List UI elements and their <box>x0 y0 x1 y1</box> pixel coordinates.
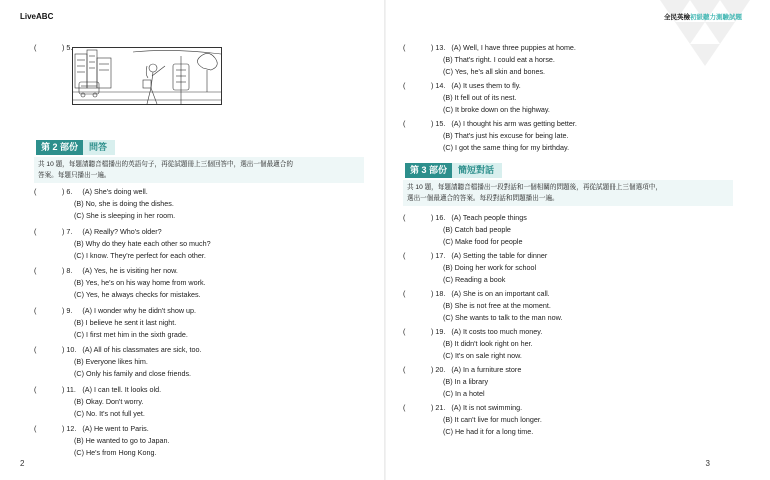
question-number: 16. <box>435 213 446 222</box>
option-c: (C) Yes, he always checks for mistakes. <box>74 290 201 299</box>
option-a: (A) Yes, he is visiting her now. <box>82 266 178 275</box>
option-b: (B) I believe he sent it last night. <box>74 317 177 327</box>
question-item <box>34 423 170 459</box>
answer-paren-open: ( <box>403 289 406 298</box>
answer-blank[interactable] <box>45 305 65 317</box>
question-number: 14. <box>435 81 446 90</box>
page-number: 3 <box>705 459 710 468</box>
question-line <box>34 423 170 435</box>
answer-blank[interactable] <box>414 118 434 130</box>
option-c: (C) He had it for a long time. <box>443 427 534 436</box>
question-line <box>34 344 201 356</box>
option-c: (C) Reading a book <box>443 275 506 284</box>
answer-paren-close: ) <box>62 266 65 275</box>
option-c: (C) Only his family and close friends. <box>74 369 192 378</box>
question-item <box>34 305 196 341</box>
answer-paren-close: ) <box>62 424 65 433</box>
question-line <box>403 288 562 300</box>
question-5 <box>34 42 72 54</box>
option-b: (B) He wanted to go to Japan. <box>74 436 170 445</box>
option-c: (C) Make food for people <box>443 237 523 246</box>
question-item <box>403 402 542 438</box>
answer-paren-close: ) <box>431 289 434 298</box>
question-line <box>34 226 211 238</box>
option-c: (C) He's from Hong Kong. <box>74 448 157 457</box>
question-number: 20. <box>435 365 446 374</box>
question-item <box>34 384 161 420</box>
question-number: 10. <box>66 345 77 354</box>
question-number: 7. <box>66 226 73 236</box>
brand-logo: LiveABC <box>20 12 54 21</box>
question-item <box>403 118 577 154</box>
question-number: 13. <box>435 43 446 52</box>
answer-paren-close: ) <box>62 43 65 52</box>
option-c: (C) She wants to talk to the man now. <box>443 313 563 322</box>
answer-paren-close: ) <box>431 251 434 260</box>
option-b: (B) It fell out of its nest. <box>443 93 517 102</box>
option-a: (A) All of his classmates are sick, too. <box>82 345 202 354</box>
answer-blank[interactable] <box>45 344 65 356</box>
option-a: (A) Setting the table for dinner <box>451 251 548 260</box>
option-a: (A) He went to Paris. <box>82 424 149 433</box>
part-3-heading <box>405 163 502 178</box>
question-item <box>34 265 206 301</box>
answer-blank[interactable] <box>45 423 65 435</box>
question-number: 21. <box>435 403 446 412</box>
answer-paren-open: ( <box>34 226 37 236</box>
question-line <box>403 118 577 130</box>
option-a: (A) It uses them to fly. <box>451 81 521 90</box>
answer-paren-open: ( <box>403 81 406 90</box>
answer-paren-open: ( <box>403 213 406 222</box>
question-line <box>403 42 576 54</box>
answer-paren-close: ) <box>62 187 65 196</box>
answer-paren-close: ) <box>62 305 65 315</box>
part-2-tag: 第 2 部份 <box>36 140 83 155</box>
option-b: (B) No, she is doing the dishes. <box>74 199 174 208</box>
answer-paren-open: ( <box>34 424 37 433</box>
instructions-line: 答案。每題只播出一遍。 <box>38 172 111 179</box>
page-number: 2 <box>20 459 25 468</box>
option-c: (C) It broke down on the highway. <box>443 105 550 114</box>
question-item <box>34 186 175 222</box>
question-line <box>34 384 161 396</box>
option-c: (C) I first met him in the sixth grade. <box>74 329 188 339</box>
option-b: (B) It can't live for much longer. <box>443 415 542 424</box>
option-c: (C) It's on sale right now. <box>443 351 522 360</box>
option-b: (B) Doing her work for school <box>443 263 537 272</box>
question-number: 8. <box>66 266 73 275</box>
option-b: (B) Yes, he's on his way home from work. <box>74 278 206 287</box>
answer-paren-open: ( <box>34 266 37 275</box>
option-b: (B) She is not free at the moment. <box>443 301 551 310</box>
answer-blank[interactable] <box>45 226 65 238</box>
question-item <box>403 326 542 362</box>
question-item <box>34 344 201 380</box>
option-a: (A) Really? Who's older? <box>82 226 162 236</box>
option-a: (A) She is on an important call. <box>451 289 550 298</box>
answer-blank[interactable] <box>414 402 434 414</box>
answer-paren-close: ) <box>431 365 434 374</box>
answer-paren-close: ) <box>62 345 65 354</box>
answer-paren-close: ) <box>431 327 434 336</box>
question-item <box>403 364 521 400</box>
question-number: 19. <box>435 327 446 336</box>
option-b: (B) That's just his excuse for being late. <box>443 131 569 140</box>
option-a: (A) She's doing well. <box>82 187 148 196</box>
answer-blank[interactable] <box>414 326 434 338</box>
answer-blank[interactable] <box>414 250 434 262</box>
question-number: 5. <box>66 43 73 52</box>
answer-blank[interactable] <box>414 364 434 376</box>
question-item <box>403 288 562 324</box>
question-line <box>403 250 547 262</box>
answer-paren-close: ) <box>62 384 65 394</box>
question-5-illustration <box>72 47 222 105</box>
question-number: 9. <box>66 305 73 315</box>
answer-blank[interactable] <box>45 186 65 198</box>
option-c: (C) No. It's not full yet. <box>74 408 145 418</box>
question-number: 12. <box>66 424 77 433</box>
answer-paren-open: ( <box>403 119 406 128</box>
option-c: (C) She is sleeping in her room. <box>74 211 176 220</box>
instructions-line: 共 10 題，每題請聽音檔播出一段對話和一個相關的問題後，再從試題冊上三個選項中， <box>407 184 662 191</box>
option-a: (A) Well, I have three puppies at home. <box>451 43 576 52</box>
option-b: (B) Why do they hate each other so much? <box>74 238 211 248</box>
answer-paren-open: ( <box>34 305 37 315</box>
question-number: 18. <box>435 289 446 298</box>
question-item <box>403 250 547 286</box>
option-c: (C) I know. They're perfect for each other. <box>74 250 206 260</box>
answer-blank[interactable] <box>414 42 434 54</box>
option-c: (C) I got the same thing for my birthday. <box>443 143 570 152</box>
answer-paren-close: ) <box>431 81 434 90</box>
part-2-instructions <box>34 157 364 183</box>
answer-blank[interactable] <box>45 384 65 396</box>
option-a: (A) Teach people things <box>451 213 527 222</box>
answer-paren-close: ) <box>431 119 434 128</box>
option-a: (A) I wonder why he didn't show up. <box>82 305 197 315</box>
question-item <box>34 226 211 262</box>
part-3-tag: 第 3 部份 <box>405 163 452 178</box>
question-line <box>403 402 542 414</box>
street-scene-image <box>73 48 221 104</box>
option-c: (C) Yes, he's all skin and bones. <box>443 67 546 76</box>
answer-paren-close: ) <box>431 43 434 52</box>
option-a: (A) It is not swimming. <box>451 403 523 412</box>
answer-paren-open: ( <box>34 43 37 52</box>
answer-paren-open: ( <box>403 43 406 52</box>
option-a: (A) In a furniture store <box>451 365 522 374</box>
answer-blank[interactable] <box>414 212 434 224</box>
answer-paren-open: ( <box>403 251 406 260</box>
question-line <box>403 80 550 92</box>
option-b: (B) Everyone likes him. <box>74 357 148 366</box>
question-item <box>403 212 527 248</box>
series-title <box>664 12 742 21</box>
option-c: (C) In a hotel <box>443 389 485 398</box>
answer-blank[interactable] <box>414 80 434 92</box>
option-b: (B) In a library <box>443 377 489 386</box>
answer-paren-open: ( <box>403 327 406 336</box>
option-b: (B) It didn't look right on her. <box>443 339 533 348</box>
series-prefix: 全民英檢 <box>664 14 690 21</box>
answer-paren-open: ( <box>403 403 406 412</box>
option-a: (A) I thought his arm was getting better. <box>451 119 577 128</box>
option-b: (B) Catch bad people <box>443 225 511 234</box>
instructions-line: 選出一個最適合的答案。每段對話和問題播出一遍。 <box>407 195 559 202</box>
question-number: 17. <box>435 251 446 260</box>
decorative-triangles <box>620 0 770 70</box>
right-page <box>385 0 770 480</box>
option-a: (A) It costs too much money. <box>451 327 543 336</box>
question-line <box>403 364 521 376</box>
answer-blank[interactable] <box>414 288 434 300</box>
question-line <box>34 186 175 198</box>
question-number: 11. <box>66 384 76 394</box>
question-number: 6. <box>66 187 73 196</box>
part-2-heading <box>36 140 115 155</box>
part-3-title: 簡短對話 <box>452 163 502 178</box>
answer-paren-close: ) <box>431 213 434 222</box>
answer-paren-close: ) <box>62 226 65 236</box>
question-line <box>34 305 196 317</box>
answer-blank[interactable] <box>45 42 65 54</box>
answer-blank[interactable] <box>45 265 65 277</box>
question-item <box>403 42 576 78</box>
answer-paren-close: ) <box>431 403 434 412</box>
answer-paren-open: ( <box>34 187 37 196</box>
option-b: (B) That's right. I could eat a horse. <box>443 55 555 64</box>
question-number: 15. <box>435 119 446 128</box>
question-item <box>403 80 550 116</box>
answer-paren-open: ( <box>403 365 406 374</box>
question-line <box>403 326 542 338</box>
question-line <box>403 212 527 224</box>
option-b: (B) Okay. Don't worry. <box>74 396 144 406</box>
instructions-line: 共 10 題，每題請聽音檔播出的英語句子，再從試題冊上三個回答中，選出一個最適合的 <box>38 161 293 168</box>
question-line <box>34 265 206 277</box>
part-2-title: 問答 <box>83 140 115 155</box>
answer-paren-open: ( <box>34 345 37 354</box>
option-a: (A) I can tell. It looks old. <box>82 384 162 394</box>
part-3-instructions <box>403 180 733 206</box>
series-accent: 初級聽力測驗試題 <box>690 14 742 21</box>
answer-paren-open: ( <box>34 384 37 394</box>
